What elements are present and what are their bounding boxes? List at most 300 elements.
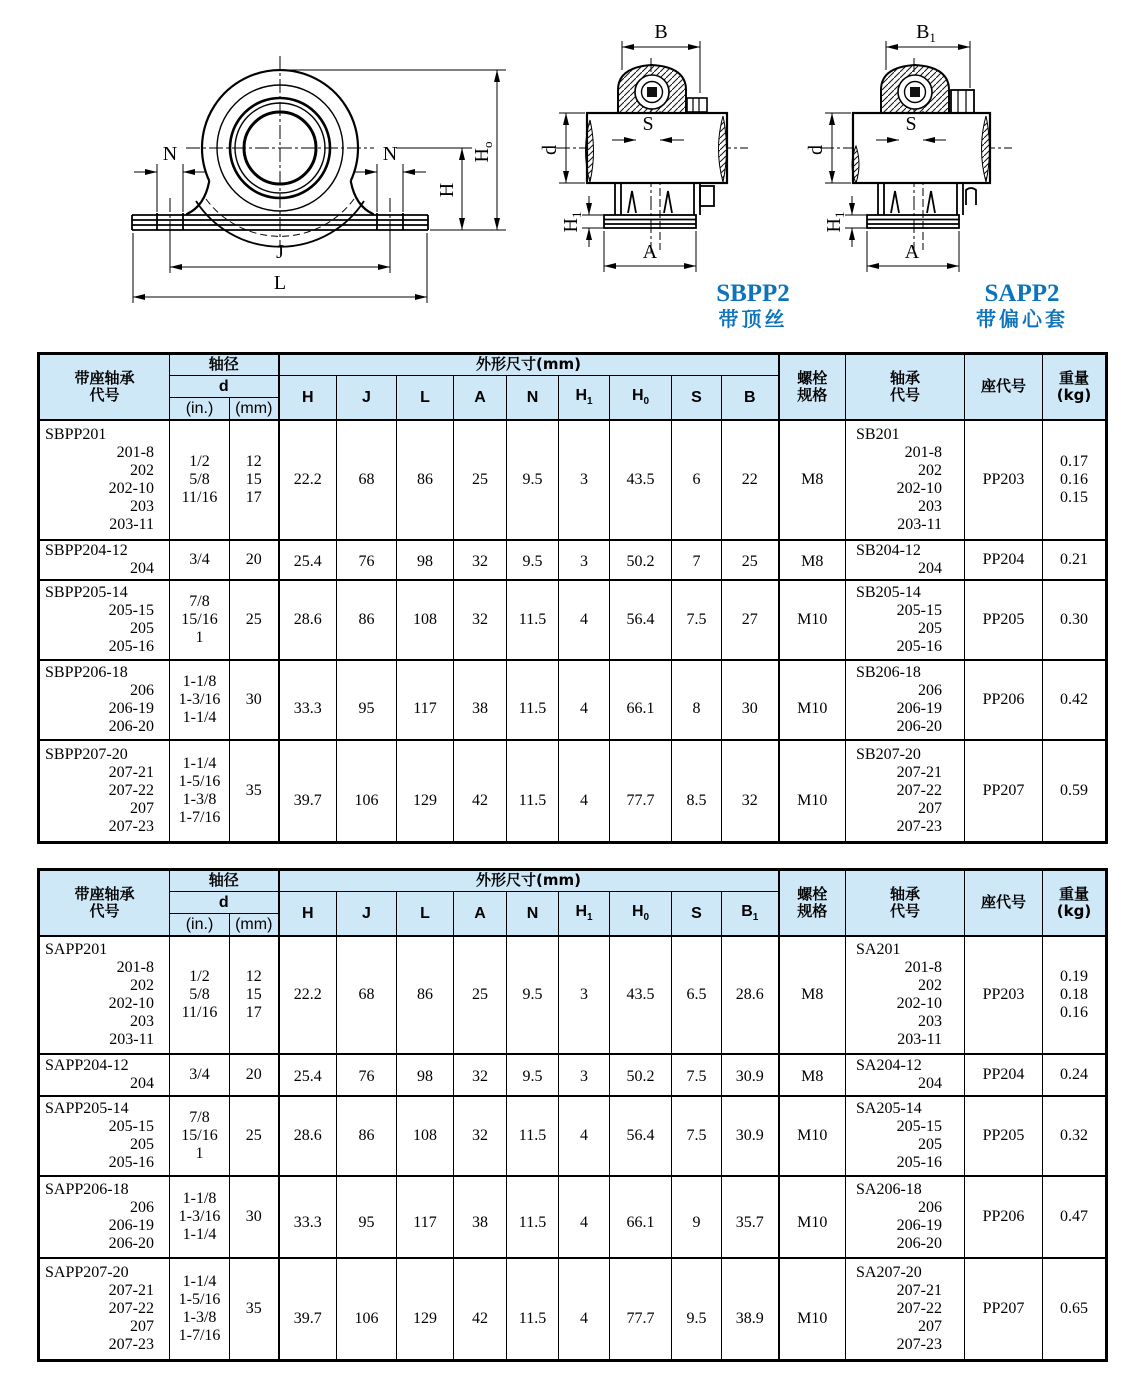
dim-label-n-right: N bbox=[382, 143, 398, 165]
dim-cell bbox=[672, 540, 722, 580]
dim-cell bbox=[397, 1258, 454, 1360]
dim-col-header: A bbox=[454, 892, 507, 937]
dim-cell bbox=[559, 580, 610, 660]
serF bearing-code-line: 205-16 bbox=[896, 1154, 942, 1171]
dim-cell bbox=[610, 420, 672, 540]
serF shaft-mm-line: 17 bbox=[245, 489, 262, 506]
dim-value: 9.5 bbox=[686, 1309, 707, 1327]
spec-row-group bbox=[39, 580, 1107, 660]
serF bearing-code-line: 207-21 bbox=[896, 763, 942, 781]
dim-label-b: B bbox=[654, 21, 668, 43]
serF bearing-code-lines bbox=[846, 542, 964, 578]
dim-cell bbox=[672, 740, 722, 842]
seat-code-cell bbox=[965, 1054, 1043, 1096]
dim-col-header: N bbox=[507, 376, 559, 421]
codeF code-lines bbox=[40, 1100, 169, 1172]
serF weight-cell bbox=[1043, 1258, 1107, 1360]
dim-value: 50.2 bbox=[626, 552, 655, 570]
serF bearing-code-cell bbox=[846, 1258, 965, 1360]
dim-cell bbox=[672, 1176, 722, 1258]
serF weight-line: 0.32 bbox=[1060, 1127, 1088, 1144]
dim-value: 38.9 bbox=[735, 1309, 764, 1327]
dim-col-header: L bbox=[397, 892, 454, 937]
serF weight-cell bbox=[1043, 660, 1107, 740]
dim-label-d: d bbox=[805, 145, 827, 155]
codeF code-line: 205-16 bbox=[108, 1154, 154, 1171]
dim-label-j: J bbox=[276, 241, 284, 263]
dim-cell bbox=[454, 1176, 507, 1258]
serF shaft-mm-line: 25 bbox=[245, 611, 262, 628]
spec-row-group bbox=[39, 420, 1107, 540]
codeF code-line: 207 bbox=[130, 1317, 154, 1335]
bolt-cell bbox=[779, 580, 846, 660]
codeF code-line: 207-21 bbox=[108, 763, 154, 781]
serF shaft-mm-cell bbox=[230, 1258, 279, 1360]
dim-label-h1: $H_1$ bbox=[823, 211, 847, 233]
serF bearing-code-lines bbox=[846, 1264, 964, 1354]
serF bearing-code-line: 204 bbox=[918, 1075, 942, 1092]
serF bearing-code-line: 202-10 bbox=[896, 480, 942, 497]
dim-value: 6 bbox=[692, 471, 701, 488]
seat-value: PP204 bbox=[982, 1066, 1025, 1083]
dim-value: 9.5 bbox=[522, 1068, 543, 1085]
dim-label-s: S bbox=[642, 113, 654, 135]
codeF code-line: SAPP205-14 bbox=[45, 1100, 129, 1117]
serF bearing-code-line: 201-8 bbox=[904, 444, 942, 461]
spec-row-group bbox=[39, 660, 1107, 740]
dim-value: 25 bbox=[472, 986, 488, 1003]
serF shaft-mm-cell bbox=[230, 1096, 279, 1176]
serF bearing-code-lines bbox=[846, 1057, 964, 1093]
dim-cell bbox=[559, 1096, 610, 1176]
serF bearing-code-line: SA201 bbox=[856, 941, 901, 958]
dim-cell bbox=[559, 540, 610, 580]
bolt-cell bbox=[779, 936, 846, 1054]
serF bearing-code-line: SB201 bbox=[856, 426, 900, 443]
seat-code-cell bbox=[965, 580, 1043, 660]
dim-value: 35.7 bbox=[735, 1214, 764, 1232]
codeF code-line: 203 bbox=[130, 1013, 154, 1030]
dim-value: 9.5 bbox=[522, 986, 543, 1003]
dim-value: 6.5 bbox=[686, 986, 707, 1003]
serF shaft-mm-cell bbox=[230, 1054, 279, 1096]
serF shaft-in-lines bbox=[170, 673, 229, 727]
dim-cell bbox=[397, 580, 454, 660]
dim-cell bbox=[722, 660, 779, 740]
bearing-header-line: 代号 bbox=[889, 902, 920, 920]
codeF code-line: 207-21 bbox=[108, 1281, 154, 1299]
serF bearing-code-line: 207 bbox=[918, 1317, 942, 1335]
serF bearing-code-line: 203-11 bbox=[897, 1031, 942, 1048]
codeF code-line: 207-22 bbox=[108, 1299, 154, 1317]
dim-value: 4 bbox=[580, 791, 588, 809]
dim-value: 11.5 bbox=[518, 1214, 547, 1232]
serF bearing-code-cell bbox=[846, 1096, 965, 1176]
shaft-mm-header: (mm) bbox=[230, 398, 279, 421]
spec-row-group bbox=[39, 936, 1107, 1054]
serF bearing-code-line: 206-20 bbox=[896, 1235, 942, 1252]
serF shaft-in-lines bbox=[170, 593, 229, 647]
serF shaft-in-line: 1-1/4 bbox=[182, 1272, 217, 1290]
serF bearing-code-cell bbox=[846, 540, 965, 580]
seat-value: PP205 bbox=[982, 611, 1025, 628]
seat-value: PP204 bbox=[982, 551, 1025, 568]
codeF code-line: 207 bbox=[130, 799, 154, 817]
dim-value: 25 bbox=[741, 552, 758, 570]
spec-row-group bbox=[39, 1176, 1107, 1258]
seat-code-header: 座代号 bbox=[965, 354, 1043, 421]
bolt-value: M8 bbox=[801, 1068, 824, 1085]
codeF code-cell bbox=[39, 1054, 170, 1096]
serF weight-cell bbox=[1043, 1176, 1107, 1258]
serF weight-line: 0.59 bbox=[1060, 781, 1088, 799]
sapp2-series-label: SAPP2 bbox=[984, 280, 1060, 307]
serF shaft-in-line: 1-3/16 bbox=[178, 1208, 221, 1225]
serF shaft-in-cell bbox=[170, 420, 230, 540]
bolt-value: M8 bbox=[801, 471, 824, 488]
dim-label-b1: $B_1$ bbox=[916, 21, 936, 45]
dim-cell bbox=[559, 1054, 610, 1096]
serF bearing-code-lines bbox=[846, 746, 964, 836]
codeF code-line: SBPP205-14 bbox=[45, 584, 128, 601]
dim-value: 3 bbox=[580, 552, 588, 570]
dim-cell bbox=[722, 540, 779, 580]
dim-cell bbox=[337, 1096, 397, 1176]
bolt-header-line: 规格 bbox=[797, 386, 828, 404]
dim-cell bbox=[454, 1258, 507, 1360]
code-header-line: 代号 bbox=[89, 386, 120, 404]
codeF code-line: 203 bbox=[130, 498, 154, 515]
code-header-line: 带座轴承 bbox=[74, 368, 135, 387]
bolt-value: M10 bbox=[797, 1214, 828, 1232]
serF shaft-in-line: 1-1/8 bbox=[182, 1190, 217, 1207]
serF weight-cell bbox=[1043, 420, 1107, 540]
bolt-cell bbox=[779, 1054, 846, 1096]
bearing-code-header bbox=[846, 870, 965, 937]
serF shaft-mm-line: 35 bbox=[245, 781, 262, 799]
code-header-line: 代号 bbox=[89, 902, 120, 920]
serF shaft-in-lines bbox=[170, 1190, 229, 1244]
dim-value: 4 bbox=[580, 700, 588, 718]
codeF code-line: 206-20 bbox=[108, 718, 154, 735]
serF shaft-mm-line: 20 bbox=[245, 1066, 262, 1083]
dim-label-h: H bbox=[436, 182, 458, 198]
dim-col-header: $H_1$ bbox=[559, 376, 610, 421]
dim-cell bbox=[722, 1054, 779, 1096]
bolt-header-line: 螺栓 bbox=[797, 884, 828, 903]
dim-col-header: H bbox=[279, 892, 337, 937]
dim-cell bbox=[397, 1176, 454, 1258]
codeF code-line: 204 bbox=[130, 560, 154, 577]
codeF code-line: 206 bbox=[130, 1199, 154, 1216]
serF shaft-mm-lines bbox=[230, 1066, 278, 1084]
sapp2-caption bbox=[948, 281, 1096, 330]
codeF code-cell bbox=[39, 1176, 170, 1258]
serF shaft-mm-line: 17 bbox=[245, 1004, 262, 1021]
dim-value: 11.5 bbox=[518, 1309, 547, 1327]
dim-value: 77.7 bbox=[626, 791, 655, 809]
serF weight-line: 0.17 bbox=[1060, 453, 1088, 470]
serF shaft-mm-cell bbox=[230, 1176, 279, 1258]
spec-row-group bbox=[39, 1054, 1107, 1096]
dim-cell bbox=[507, 540, 559, 580]
dim-value: 117 bbox=[413, 700, 437, 718]
dim-cell bbox=[507, 420, 559, 540]
dim-cell bbox=[722, 1258, 779, 1360]
serF bearing-code-line: SB206-18 bbox=[856, 664, 921, 681]
serF bearing-code-line: 201-8 bbox=[904, 959, 942, 976]
seat-value: PP205 bbox=[982, 1127, 1025, 1144]
shaft-d-header: d bbox=[170, 892, 279, 914]
dim-value: 129 bbox=[413, 791, 437, 809]
dim-value: 32 bbox=[472, 1127, 488, 1144]
serF shaft-in-cell bbox=[170, 660, 230, 740]
codeF code-lines bbox=[40, 1057, 169, 1093]
serF weight-line: 0.19 bbox=[1060, 968, 1088, 985]
serF bearing-code-line: 203 bbox=[918, 1013, 942, 1030]
dim-value: 3 bbox=[580, 1068, 588, 1085]
shaft-mm-header: (mm) bbox=[230, 914, 279, 937]
weight-header-line: (kg) bbox=[1056, 386, 1092, 404]
dim-cell bbox=[397, 740, 454, 842]
codeF code-cell bbox=[39, 420, 170, 540]
codeF code-cell bbox=[39, 1258, 170, 1360]
serF shaft-mm-lines bbox=[230, 1300, 278, 1318]
codeF code-line: 206-19 bbox=[108, 700, 154, 717]
serF shaft-mm-line: 15 bbox=[245, 986, 262, 1003]
serF shaft-in-lines bbox=[170, 1109, 229, 1163]
bearing-header-line: 代号 bbox=[889, 386, 920, 404]
serF shaft-in-line: 7/8 bbox=[189, 593, 210, 610]
dim-cell bbox=[610, 580, 672, 660]
dim-value: 98 bbox=[417, 552, 433, 570]
spec-row-group bbox=[39, 1258, 1107, 1360]
bolt-value: M10 bbox=[797, 611, 828, 628]
serF weight-line: 0.16 bbox=[1060, 471, 1088, 488]
codeF code-line: SBPP201 bbox=[45, 426, 107, 443]
bolt-value: M10 bbox=[797, 1309, 828, 1327]
serF shaft-mm-lines bbox=[230, 968, 278, 1022]
dim-cell bbox=[610, 1176, 672, 1258]
dim-cell bbox=[279, 420, 337, 540]
dim-cell bbox=[507, 1176, 559, 1258]
dim-value: 39.7 bbox=[293, 1309, 322, 1327]
dim-cell bbox=[454, 1096, 507, 1176]
serF shaft-mm-line: 25 bbox=[245, 1127, 262, 1144]
codeF code-line: 207-22 bbox=[108, 781, 154, 799]
serF bearing-code-lines bbox=[846, 426, 964, 534]
header-row bbox=[39, 870, 1107, 892]
seat-value: PP206 bbox=[982, 691, 1025, 708]
sbpp2-spec-table bbox=[37, 352, 1108, 844]
serF weight-cell bbox=[1043, 936, 1107, 1054]
serF shaft-mm-line: 12 bbox=[245, 453, 262, 470]
dim-cell bbox=[722, 740, 779, 842]
serF shaft-in-line: 1-1/4 bbox=[182, 1226, 217, 1243]
dim-col-header: S bbox=[672, 892, 722, 937]
serF shaft-in-lines bbox=[170, 1273, 229, 1345]
codeF code-line: 203-11 bbox=[109, 516, 154, 533]
dim-label-a: A bbox=[642, 241, 658, 263]
serF shaft-in-cell bbox=[170, 1258, 230, 1360]
weight-header-line: 重量 bbox=[1058, 884, 1089, 903]
dim-value: 38 bbox=[472, 700, 488, 718]
dim-value: 86 bbox=[358, 1127, 375, 1144]
dim-cell bbox=[672, 936, 722, 1054]
codeF code-lines bbox=[40, 584, 169, 656]
code-column-header bbox=[39, 870, 170, 937]
serF shaft-mm-line: 20 bbox=[245, 551, 262, 568]
serF shaft-in-lines bbox=[170, 1066, 229, 1084]
codeF code-line: 206 bbox=[130, 682, 154, 699]
codeF code-line: 206-20 bbox=[108, 1235, 154, 1252]
seat-code-cell bbox=[965, 740, 1043, 842]
outer-dimensions-header: 外形尺寸(mm) bbox=[279, 870, 779, 892]
dim-cell bbox=[559, 1176, 610, 1258]
dim-cell bbox=[559, 740, 610, 842]
serF weight-line: 0.18 bbox=[1060, 986, 1088, 1003]
dim-cell bbox=[610, 540, 672, 580]
serF shaft-in-cell bbox=[170, 1054, 230, 1096]
codeF code-line: SAPP201 bbox=[45, 941, 108, 958]
serF bearing-code-line: 205-16 bbox=[896, 638, 942, 655]
outer-dimensions-header: 外形尺寸(mm) bbox=[279, 354, 779, 376]
serF shaft-in-cell bbox=[170, 540, 230, 580]
serF weight-lines bbox=[1043, 691, 1105, 709]
serF shaft-in-line: 7/8 bbox=[189, 1109, 210, 1126]
serF bearing-code-lines bbox=[846, 664, 964, 736]
serF shaft-in-line: 15/16 bbox=[181, 611, 218, 628]
dim-value: 86 bbox=[358, 611, 375, 628]
sbpp2-section-drawing bbox=[539, 21, 748, 272]
dim-value: 38 bbox=[472, 1214, 488, 1232]
serF weight-line: 0.24 bbox=[1060, 1066, 1088, 1083]
dim-cell bbox=[454, 540, 507, 580]
serF shaft-in-cell bbox=[170, 740, 230, 842]
dim-label-s: S bbox=[905, 113, 917, 135]
dim-value: 68 bbox=[358, 471, 375, 488]
codeF code-cell bbox=[39, 580, 170, 660]
dim-label-n-left: N bbox=[162, 143, 178, 165]
dim-cell bbox=[454, 936, 507, 1054]
serF weight-cell bbox=[1043, 580, 1107, 660]
serF bearing-code-line: 206 bbox=[918, 682, 942, 699]
sbpp2-type-label: 带顶丝 bbox=[718, 307, 788, 332]
codeF code-lines bbox=[40, 746, 169, 836]
serF bearing-code-line: 202 bbox=[918, 977, 942, 994]
dim-value: 43.5 bbox=[626, 986, 655, 1003]
serF shaft-mm-lines bbox=[230, 691, 278, 709]
dim-value: 68 bbox=[358, 986, 375, 1003]
dim-value: 11.5 bbox=[518, 611, 547, 628]
codeF code-line: 202 bbox=[130, 977, 154, 994]
dim-value: 4 bbox=[580, 611, 588, 628]
dim-value: 8 bbox=[692, 700, 701, 718]
serF shaft-in-line: 1-7/16 bbox=[178, 1326, 221, 1344]
dim-label-d: d bbox=[539, 145, 561, 155]
spec-row-group bbox=[39, 1096, 1107, 1176]
serF weight-lines bbox=[1043, 968, 1105, 1022]
codeF code-lines bbox=[40, 1264, 169, 1354]
bearing-header-line: 轴承 bbox=[889, 884, 920, 903]
dim-cell bbox=[397, 420, 454, 540]
serF weight-line: 0.15 bbox=[1060, 489, 1088, 506]
codeF code-lines bbox=[40, 664, 169, 736]
serF shaft-in-line: 1 bbox=[195, 1145, 204, 1162]
dim-value: 8.5 bbox=[686, 791, 707, 809]
dim-value: 42 bbox=[472, 1309, 488, 1327]
serF bearing-code-line: SA205-14 bbox=[856, 1100, 922, 1117]
serF weight-line: 0.47 bbox=[1060, 1208, 1088, 1225]
codeF code-line: 204 bbox=[130, 1075, 154, 1092]
serF shaft-in-cell bbox=[170, 580, 230, 660]
weight-header bbox=[1043, 870, 1107, 937]
bolt-cell bbox=[779, 1176, 846, 1258]
serF bearing-code-cell bbox=[846, 1054, 965, 1096]
dim-cell bbox=[337, 540, 397, 580]
bolt-cell bbox=[779, 540, 846, 580]
serF shaft-mm-lines bbox=[230, 1208, 278, 1226]
codeF code-cell bbox=[39, 540, 170, 580]
dim-col-header: J bbox=[337, 892, 397, 937]
serF weight-lines bbox=[1043, 1066, 1105, 1084]
serF shaft-mm-lines bbox=[230, 551, 278, 569]
dim-value: 7.5 bbox=[686, 611, 707, 628]
dim-value: 30 bbox=[741, 700, 758, 718]
codeF code-lines bbox=[40, 1181, 169, 1253]
dim-value: 106 bbox=[354, 791, 379, 809]
seat-code-cell bbox=[965, 540, 1043, 580]
codeF code-line: SBPP204-12 bbox=[45, 542, 128, 559]
dim-cell bbox=[279, 1176, 337, 1258]
serF bearing-code-line: SA207-20 bbox=[856, 1263, 922, 1281]
serF bearing-code-line: 206-19 bbox=[896, 700, 942, 717]
dim-cell bbox=[559, 660, 610, 740]
shaft-in-header: (in.) bbox=[170, 398, 230, 421]
dim-value: 33.3 bbox=[293, 1214, 322, 1232]
bolt-value: M8 bbox=[801, 552, 824, 570]
codeF code-cell bbox=[39, 660, 170, 740]
serF shaft-in-line: 1-5/16 bbox=[178, 1290, 221, 1308]
dim-cell bbox=[507, 740, 559, 842]
codeF code-line: 201-8 bbox=[116, 959, 154, 976]
serF shaft-mm-line: 35 bbox=[245, 1299, 262, 1317]
spec-row-group bbox=[39, 740, 1107, 842]
codeF code-cell bbox=[39, 1096, 170, 1176]
shaft-diameter-header: 轴径 bbox=[170, 354, 279, 376]
dim-value: 66.1 bbox=[626, 1214, 655, 1232]
bolt-value: M10 bbox=[797, 700, 828, 718]
serF weight-lines bbox=[1043, 551, 1105, 569]
serF bearing-code-line: 203 bbox=[918, 498, 942, 515]
dim-cell bbox=[454, 420, 507, 540]
serF shaft-mm-line: 30 bbox=[245, 1208, 262, 1225]
serF shaft-mm-cell bbox=[230, 540, 279, 580]
serF shaft-mm-cell bbox=[230, 660, 279, 740]
serF shaft-in-line: 15/16 bbox=[181, 1127, 218, 1144]
dim-value: 42 bbox=[472, 791, 488, 809]
serF weight-lines bbox=[1043, 611, 1105, 629]
dim-value: 56.4 bbox=[626, 1127, 655, 1144]
serF shaft-mm-cell bbox=[230, 420, 279, 540]
codeF code-cell bbox=[39, 740, 170, 842]
dim-value: 86 bbox=[417, 471, 433, 488]
dim-value: 76 bbox=[358, 1068, 375, 1085]
dim-cell bbox=[279, 1054, 337, 1096]
serF weight-lines bbox=[1043, 1127, 1105, 1145]
serF bearing-code-line: 206-20 bbox=[896, 718, 942, 735]
dim-value: 4 bbox=[580, 1309, 588, 1327]
